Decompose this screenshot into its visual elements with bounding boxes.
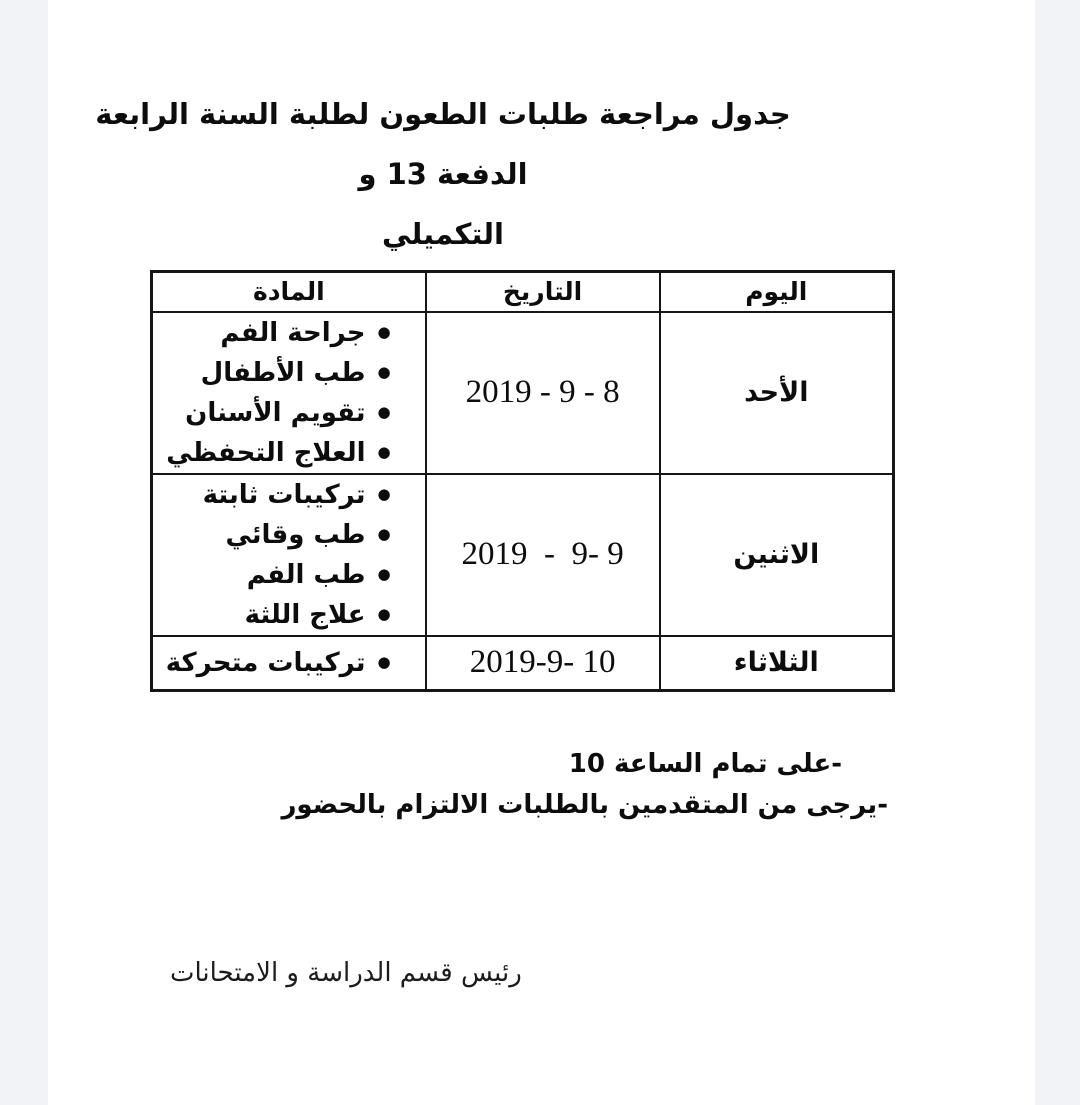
date-value: 2019-9- 10	[426, 636, 660, 691]
header-date: التاريخ	[426, 272, 660, 312]
subject-label: تركيبات ثابتة	[202, 479, 366, 510]
subjects-cell	[152, 474, 426, 636]
date-value: 2019 - 9 - 8	[426, 312, 660, 474]
subject-item	[153, 353, 391, 393]
subject-item	[153, 475, 391, 515]
table-row-sunday	[152, 312, 894, 474]
subjects-cell	[152, 312, 426, 474]
day-value: الثلاثاء	[660, 636, 894, 691]
subject-item	[153, 393, 391, 433]
bullet-icon: ●	[377, 565, 391, 583]
bullet-icon: ●	[377, 443, 391, 461]
notes-block	[281, 744, 888, 826]
subject-label: العلاج التحفظي	[166, 437, 366, 468]
schedule-table	[150, 270, 895, 692]
note-time: -على تمام الساعة 10	[568, 749, 842, 779]
document-title	[90, 84, 796, 264]
date-value: 2019 - 9- 9	[426, 474, 660, 636]
title-line-2: التكميلي	[382, 217, 504, 251]
subject-item	[153, 643, 391, 683]
table-header-row	[152, 272, 894, 312]
subject-item	[153, 555, 391, 595]
table-row-monday	[152, 474, 894, 636]
bullet-icon: ●	[377, 653, 391, 672]
bullet-icon: ●	[377, 605, 391, 623]
bullet-icon: ●	[377, 403, 391, 421]
subject-label: علاج اللثة	[244, 599, 366, 630]
subject-label: تقويم الأسنان	[185, 397, 366, 428]
day-value: الأحد	[660, 312, 894, 474]
day-value: الاثنين	[660, 474, 894, 636]
left-margin-strip	[0, 0, 48, 1105]
subject-label: جراحة الفم	[220, 317, 366, 348]
right-margin-strip	[1035, 0, 1080, 1105]
header-day: اليوم	[660, 272, 894, 312]
subject-label: طب الأطفال	[200, 357, 366, 388]
title-line-1: جدول مراجعة طلبات الطعون لطلبة السنة الرابعة الدفعة 13 و	[95, 97, 791, 191]
subject-label: تركيبات متحركة	[165, 647, 366, 678]
subjects-cell	[152, 636, 426, 691]
table-row-tuesday	[152, 636, 894, 691]
signature-line: رئيس قسم الدراسة و الامتحانات	[170, 958, 522, 988]
bullet-icon: ●	[377, 485, 391, 503]
note-attendance: -يرجى من المتقدمين بالطلبات الالتزام بالحضور	[281, 790, 888, 820]
bullet-icon: ●	[377, 363, 391, 381]
subject-label: طب الفم	[246, 559, 366, 590]
bullet-icon: ●	[377, 323, 391, 341]
bullet-icon: ●	[377, 525, 391, 543]
subject-item	[153, 433, 391, 473]
subject-item	[153, 313, 391, 353]
subject-item	[153, 595, 391, 635]
subject-item	[153, 515, 391, 555]
subject-label: طب وقائي	[225, 519, 366, 550]
header-subject: المادة	[152, 272, 426, 312]
